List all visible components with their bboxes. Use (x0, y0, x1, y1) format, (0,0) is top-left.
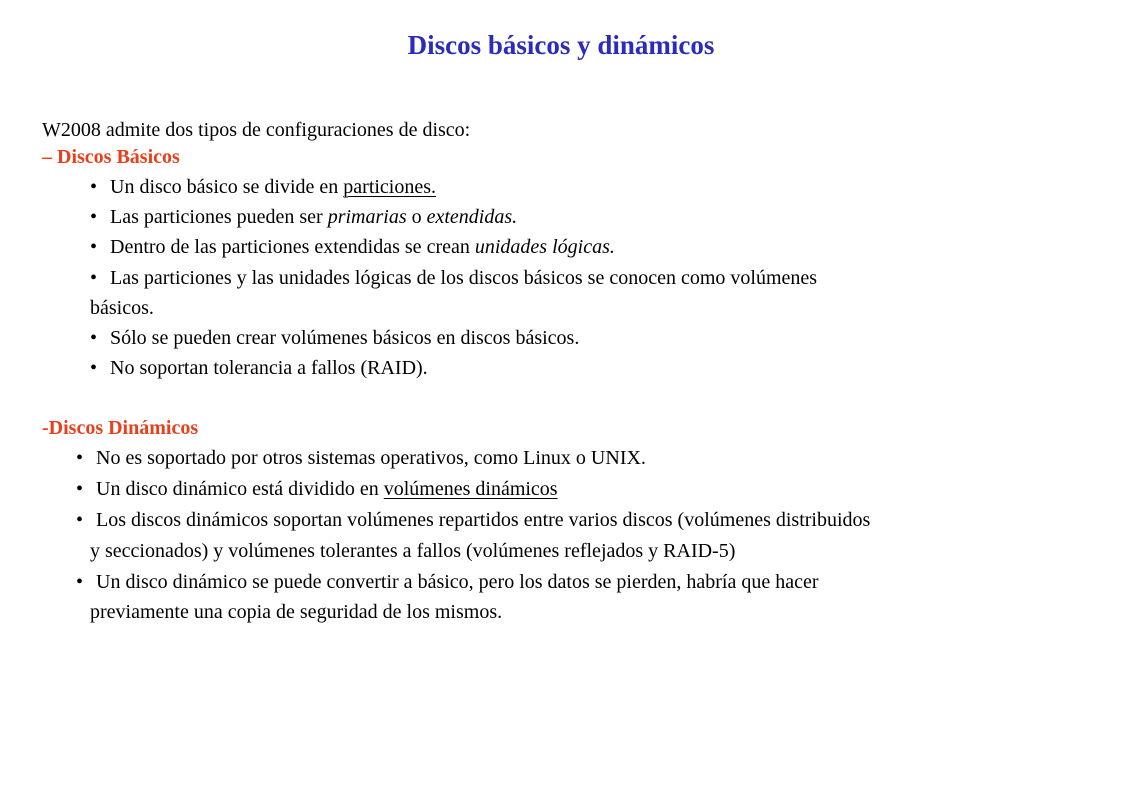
basic-bullet-2-italic-2: extendidas. (426, 206, 518, 228)
bullet-icon: • (76, 571, 84, 593)
basic-bullet-6 (90, 354, 428, 382)
basic-bullet-6-text: No soportan tolerancia a fallos (RAID). (110, 357, 428, 379)
bullet-icon: • (90, 357, 98, 379)
intro-text: W2008 admite dos tipos de configuraciones de disco: (42, 119, 471, 141)
basic-bullet-2-mid: o (406, 206, 427, 228)
bullet-icon: • (90, 267, 98, 289)
basic-bullet-1-text: Un disco básico se divide en (110, 176, 344, 198)
basic-bullet-1-underlined: particiones. (343, 176, 437, 198)
basic-bullet-5 (90, 324, 579, 352)
bullet-icon: • (90, 236, 98, 258)
basic-bullet-2-italic-1: primarias (327, 206, 407, 228)
dynamic-disks-heading: -Discos Dinámicos (42, 417, 199, 439)
bullet-icon: • (76, 509, 84, 531)
bullet-icon: • (76, 478, 84, 500)
dynamic-bullet-1 (76, 444, 646, 472)
basic-bullet-4 (90, 264, 817, 292)
basic-bullet-5-text: Sólo se pueden crear volúmenes básicos en discos básicos. (110, 327, 580, 349)
dynamic-bullet-3-continuation: y seccionados) y volúmenes tolerantes a fallos (volúmenes reflejados y RAID-5) (90, 540, 736, 562)
basic-bullet-2-text: Las particiones pueden ser (110, 206, 328, 228)
basic-bullet-2 (90, 203, 517, 231)
dynamic-bullet-2-text: Un disco dinámico está dividido en (96, 478, 384, 500)
basic-bullet-3-italic: unidades lógicas. (474, 236, 615, 258)
dynamic-bullet-3-line-1: Los discos dinámicos soportan volúmenes repartidos entre varios discos (volúmenes distribuidos (96, 509, 871, 531)
bullet-icon: • (90, 327, 98, 349)
basic-bullet-3-text: Dentro de las particiones extendidas se crean (110, 236, 475, 258)
bullet-icon: • (90, 176, 98, 198)
basic-bullet-3 (90, 233, 615, 261)
dynamic-bullet-2 (76, 475, 558, 503)
bullet-icon: • (76, 447, 84, 469)
basic-bullet-4-line-1: Las particiones y las unidades lógicas de los discos básicos se conocen como volúmenes (110, 267, 818, 289)
dynamic-bullet-1-text: No es soportado por otros sistemas operativos, como Linux o UNIX. (96, 447, 646, 469)
basic-bullet-1 (90, 173, 436, 201)
dynamic-bullet-2-underlined: volúmenes dinámicos (383, 478, 558, 500)
page-title: Discos básicos y dinámicos (407, 30, 715, 60)
bullet-icon: • (90, 206, 98, 228)
dynamic-bullet-3 (76, 506, 870, 534)
dynamic-bullet-4-line-1: Un disco dinámico se puede convertir a básico, pero los datos se pierden, habría que hacer (96, 571, 819, 593)
basic-bullet-4-continuation: básicos. (90, 297, 154, 319)
basic-disks-heading: – Discos Básicos (42, 146, 180, 168)
dynamic-bullet-4-continuation: previamente una copia de seguridad de los mismos. (90, 601, 503, 623)
dynamic-bullet-4 (76, 568, 819, 596)
